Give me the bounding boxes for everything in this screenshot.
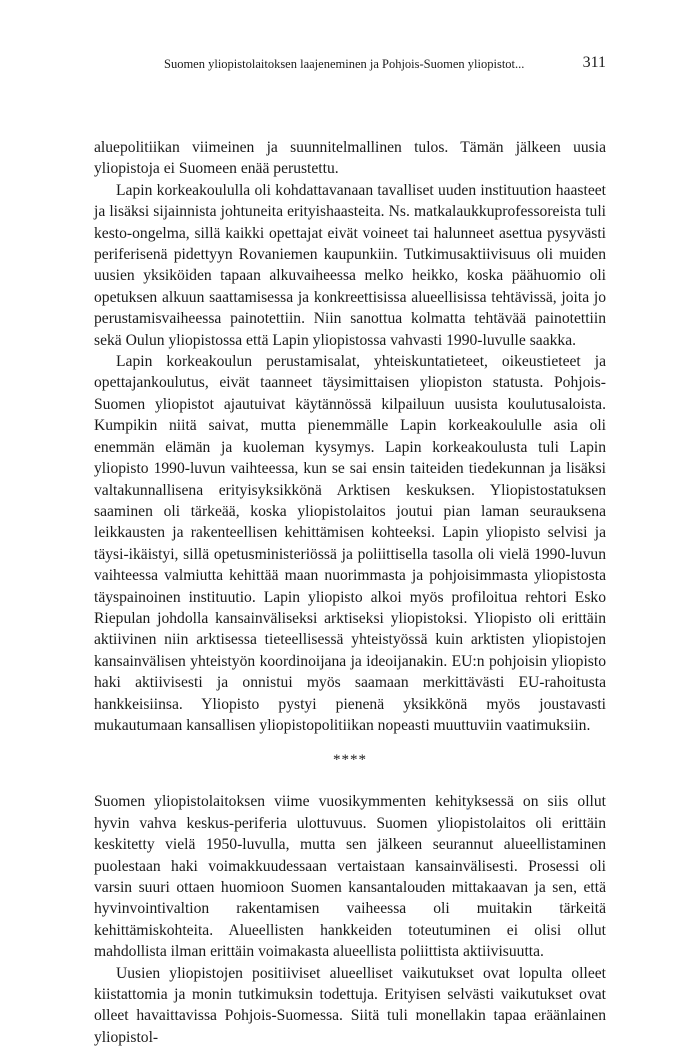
paragraph: Lapin korkeakoululla oli kohdattavanaan tavalliset uuden instituution haasteet ja lisäksi sijainnista johtuneita erityishaasteita. Ns. matkalaukkuprofessoreista tuli kesto-ongelma, sillä kaikki opettajat eivät voineet tai halunneet asettua pysyvästi periferisenä pidettyyn Rovaniemen kaupunkiin. Tutkimusaktiivisuus oli muiden uusien yksiköiden tapaan alkuvaiheessa melko heikko, koska päähuomio oli opetuksen alkuun saattamisessa ja konkreettisissa alueellisissa tehtävissä, joita jo perustamisvaiheessa painotettiin. Niin sanottua kolmatta tehtävää painotettiin sekä Oulun yliopistossa että Lapin yliopistossa vahvasti 1990-luvulle saakka. — [94, 181, 606, 349]
paragraph: aluepolitiikan viimeinen ja suunnitelmallinen tulos. Tämän jälkeen uusia yliopistoja ei Suomeen enää perustettu. — [94, 139, 606, 178]
running-header — [94, 54, 606, 74]
page-number: 311 — [582, 54, 606, 71]
running-title: Suomen yliopistolaitoksen laajeneminen ja Pohjois-Suomen yliopistot... — [164, 57, 525, 71]
paragraph: Uusien yliopistojen positiiviset alueelliset vaikutukset ovat lopulta olleet kiistattomia ja monin tutkimuksin todettuja. Erityisen selvästi vaikutukset ovat olleet havaittavissa Pohjois-Suomessa. Siitä tuli monellakin tapaa eräänlainen yliopistol- — [94, 964, 606, 1046]
paragraph: Suomen yliopistolaitoksen viime vuosikymmenten kehityksessä on siis ollut hyvin vahva keskus-periferia ulottuvuus. Suomen yliopistolaitos oli erittäin keskitetty vielä 1950-luvulla, mutta sen jälkeen seurannut alueellistaminen puolestaan haki voimakkuudessaan vertaistaan kansainvälisesti. Prosessi oli varsin suuri ottaen huomioon Suomen kansantalouden mittakaavan ja sen, että hyvinvointivaltion rakentamisen vaiheessa oli muitakin tärkeitä kehittämiskohteita. Alueellisten hankkeiden toteutuminen ei olisi ollut mahdollista ilman erittäin voimakasta alueellista poliittista aktiivisuutta. — [94, 793, 606, 961]
paragraph: Lapin korkeakoulun perustamisalat, yhteiskuntatieteet, oikeustieteet ja opettajankoulutus, eivät taanneet täysimittaisen yliopiston statusta. Pohjois-Suomen yliopistot ajautuivat käytännössä kilpailuun uusista koulutusaloista. Kumpikin niitä saivat, mutta pienemmälle Lapin korkeakoululle asia oli enemmän elämän ja kuoleman kysymys. Lapin korkeakoulusta tuli Lapin yliopisto 1990-luvun vaihteessa, kun se sai ensin taiteiden tiedekunnan ja lisäksi valtakunnallisena erityisyksikkönä Arktisen keskuksen. Yliopistostatuksen saaminen oli tärkeää, koska yliopistolaitos joutui pian laman seurauksena leikkausten ja rakenteellisen kehittämisen kohteeksi. Lapin yliopisto selvisi ja täysi-ikäistyi, sillä opetusministeriössä ja poliittisella tasolla oli vielä 1990-luvun vaihteessa valmiutta kehittää maan nuorimmasta ja pohjoisimmasta yliopistosta täyspainoinen instituutio. Lapin yliopisto alkoi myös profiloitua rehtori Esko Riepulan johdolla kansainväliseksi arktiseksi yliopistoksi. Yliopisto oli erittäin aktiivinen niin arktisessa tieteellisessä yhteistyössä kuin arktisten yliopistojen kansainvälisen yhteistyön koordinoijana ja ideoijanakin. EU:n pohjoisin yliopisto haki aktiivisesti ja onnistui myös saamaan merkittävästi EU-rahoitusta hankkeisiinsa. Yliopisto pystyi pienenä yksikkönä myös joustavasti mukautumaan kansallisen yliopistopolitiikan nopeasti muuttuviin vaatimuksiin. — [94, 353, 606, 734]
body-text — [94, 137, 606, 1048]
section-separator: **** — [333, 752, 367, 769]
